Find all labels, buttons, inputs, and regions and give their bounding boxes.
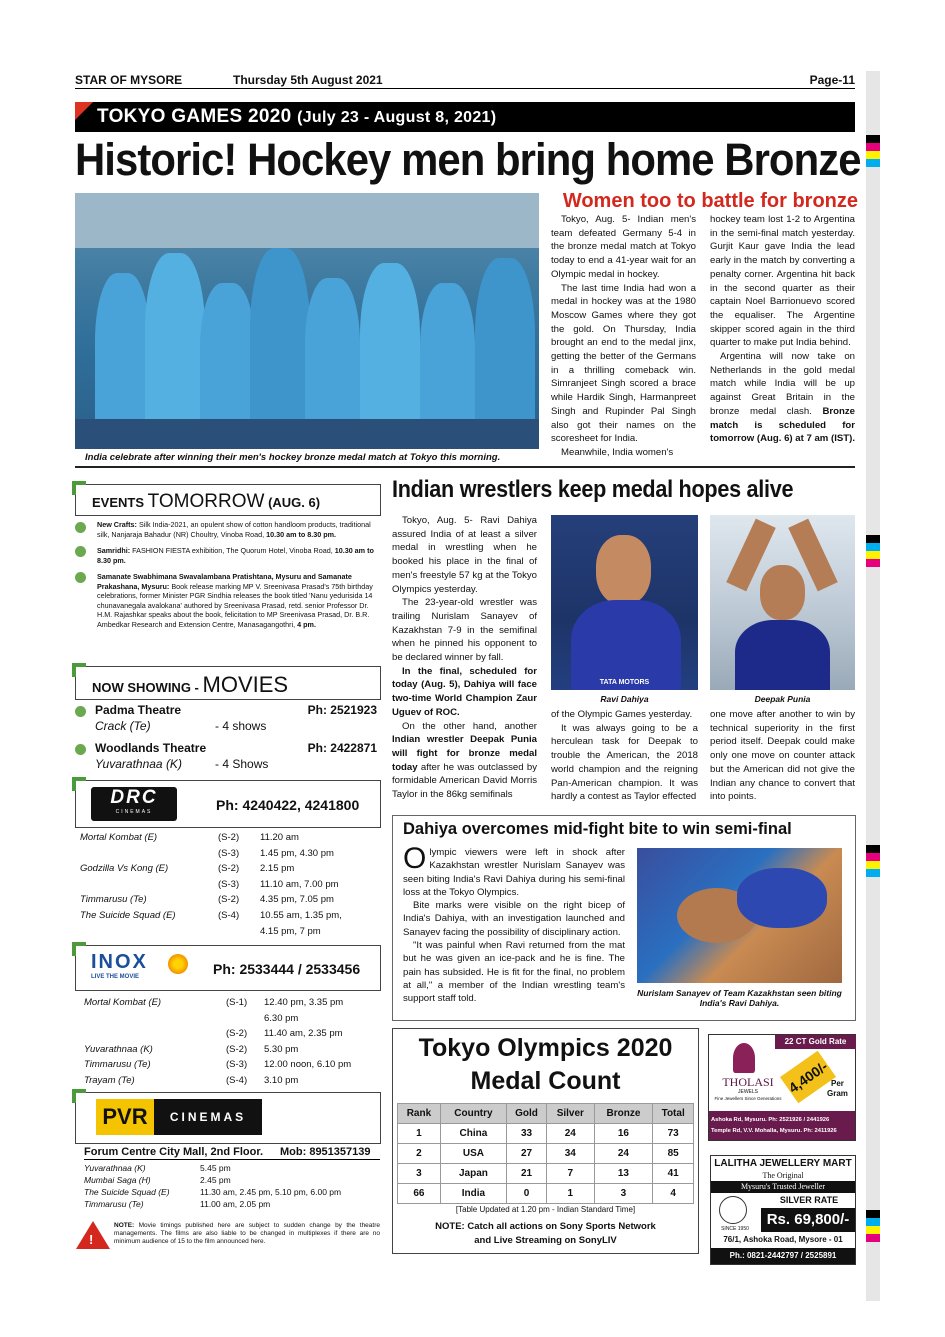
table-cell: 1 — [547, 1184, 595, 1204]
dahiya-body — [403, 842, 625, 1006]
tholasi-tagline: Fine Jewellers Since Generations — [714, 1096, 782, 1101]
event-text: Book release marking MP V. Sreenivasa Prasad's 75th birthday celebrations, former Minister PGR Sindhia releases the book titled 'Nanu yedurisida 14 chunavanegala avalokana' authored by Sreenivasa Prasad, retd. senior Professor Dr. H.M. Rajashkar speaks about the book, felicitation to MP Sreenivasa Prasad, Dr. B.R. Ambedkar Research and Extension Centre, Manasagangothri, — [97, 581, 373, 629]
pvr-address: Forum Centre City Mall, 2nd Floor. — [84, 1146, 264, 1158]
movie-title: Trayam (Te) — [84, 1075, 135, 1086]
drc-schedule — [80, 832, 380, 942]
tholasi-name: THOLASI — [722, 1075, 774, 1089]
show-times: 5.30 pm — [264, 1043, 299, 1055]
medal-table — [397, 1103, 694, 1204]
photo-caption: Ravi Dahiya — [600, 694, 649, 704]
table-cell: 34 — [547, 1144, 595, 1164]
schedule-row — [84, 1059, 384, 1074]
schedule-row — [84, 997, 384, 1012]
theatre-movie: Crack (Te) — [95, 719, 151, 733]
table-cell: China — [440, 1124, 506, 1144]
schedule-row — [80, 848, 380, 863]
main-headline: Historic! Hockey men bring home Bronze — [75, 134, 861, 185]
screen-number: (S-2) — [226, 1043, 248, 1055]
schedule-row — [84, 1174, 384, 1186]
schedule-row — [80, 926, 380, 941]
silver-price: Rs. 69,800/- — [761, 1208, 855, 1232]
show-times: 11.20 am — [260, 832, 299, 843]
drc-phone: Ph: 4240422, 4241800 — [216, 797, 360, 813]
paper-name: STAR OF MYSORE — [75, 73, 183, 87]
show-times: 11.00 am, 2.05 pm — [200, 1199, 271, 1209]
drc-logo — [91, 787, 177, 821]
table-cell: Japan — [440, 1164, 506, 1184]
box-corner-mark — [72, 942, 86, 956]
event-label: Samanate Swabhimana Swavalambana Pratishtana, Mysuru and Samanate Prakashana, Mysuru: — [97, 572, 352, 591]
deepak-punia-photo — [710, 515, 855, 690]
inox-tagline: LIVE THE MOVIE — [91, 974, 140, 980]
movie-title: The Suicide Squad (E) — [80, 910, 176, 921]
biting-photo-caption: Nurislam Sanayev of Team Kazakhstan seen biting India's Ravi Dahiya. — [637, 988, 842, 1008]
show-times: 2.45 pm — [200, 1175, 231, 1185]
jersey-sponsor: TATA MOTORS — [599, 679, 650, 686]
show-times: 5.45 pm — [200, 1163, 231, 1173]
pvr-logo-text: PVR — [96, 1099, 154, 1135]
pvr-schedule — [84, 1162, 384, 1210]
now-showing-title-b: MOVIES — [202, 672, 289, 697]
theatre-phone: Ph: 2422871 — [307, 741, 377, 755]
screen-number: (S-3) — [218, 878, 240, 890]
table-cell: 24 — [594, 1144, 653, 1164]
warning-glyph: ! — [89, 1232, 94, 1247]
event-text: Silk India-2021, an opulent show of cotton handloom products, traditional silk, Nanjaraja Bahadur (NR) Choultry, Vinoba Road, — [97, 520, 371, 539]
paragraph: of the Olympic Games yesterday. — [551, 709, 693, 720]
schedule-row — [84, 1186, 384, 1198]
table-cell: 3 — [398, 1164, 441, 1184]
pvr-logo-sub: CINEMAS — [169, 1110, 247, 1124]
table-cell: 27 — [507, 1144, 547, 1164]
registration-marks — [866, 535, 880, 567]
column-header: Bronze — [594, 1104, 653, 1124]
gram-label: Gram — [827, 1089, 848, 1098]
column-header: Total — [653, 1104, 694, 1124]
ravi-dahiya-photo — [551, 515, 698, 690]
paragraph-text: On the other hand, another — [402, 720, 537, 732]
theatre-phone: Ph: 2521923 — [307, 703, 377, 717]
show-times: 2.15 pm — [260, 863, 295, 875]
event-text: FASHION FIESTA exhibition, The Quorum Hotel, Vinoba Road, — [132, 546, 333, 555]
section-dates: (July 23 - August 8, 2021) — [297, 109, 497, 126]
lalitha-address: 76/1, Ashoka Road, Mysore - 01 — [723, 1235, 843, 1244]
bronze-schedule: Bronze match is scheduled for tomorrow (Aug. 6) at 7 am (IST). — [710, 405, 855, 445]
note-text: Movie timings published here are subject to sudden change by the theatre managements. The films are also liable to be changed in multiplexes if there are no minimum audience of 15 to the film announced here. — [114, 1222, 380, 1246]
section-bar — [75, 102, 855, 132]
movie-title: Godzilla Vs Kong (E) — [80, 863, 169, 875]
registration-marks — [866, 1210, 880, 1242]
theatre-name: Woodlands Theatre — [95, 741, 207, 755]
lalitha-phone: Ph.: 0821-2442797 / 2525891 — [711, 1248, 855, 1264]
bullet-icon — [75, 522, 86, 533]
divider — [75, 466, 855, 468]
schedule-row — [80, 879, 380, 894]
drc-logo-sub: CINEMAS — [115, 809, 153, 815]
box-corner-mark — [72, 481, 86, 495]
screen-number: (S-4) — [226, 1075, 248, 1086]
table-cell: 1 — [398, 1124, 441, 1144]
lalitha-logo-icon — [719, 1196, 747, 1224]
schedule-row — [80, 910, 380, 925]
lalitha-name: LALITHA JEWELLERY MART — [714, 1158, 852, 1169]
table-cell: 7 — [547, 1164, 595, 1184]
event-item — [97, 520, 381, 539]
medal-title-1: Tokyo Olympics 2020 — [418, 1034, 673, 1062]
table-row — [398, 1184, 694, 1204]
screen-number: (S-1) — [226, 997, 248, 1008]
show-times: 1.45 pm, 4.30 pm — [260, 847, 334, 859]
divider — [84, 1159, 380, 1160]
tholasi-address — [709, 1111, 855, 1140]
streaming-note-1: NOTE: Catch all actions on Sony Sports Network — [435, 1221, 656, 1232]
column-header: Gold — [507, 1104, 547, 1124]
paragraph: The 23-year-old wrestler was trailing Nurislam Sanayev of Kazakhstan 7-9 in the semifinal when he pinned his opponent to be declared winner by fall. — [392, 597, 537, 664]
table-cell: 4 — [653, 1184, 694, 1204]
paragraph: It was always going to be a herculean task for Deepak to trouble the American, the 2018 world champion and the reigning Pan-American champion. It was hardly a contest as Taylor effected — [551, 722, 698, 803]
lalitha-ad — [710, 1155, 856, 1265]
theatre-listing — [75, 703, 381, 773]
table-cell: USA — [440, 1144, 506, 1164]
screen-number: (S-4) — [218, 910, 240, 921]
issue-date: Thursday 5th August 2021 — [233, 73, 383, 87]
table-cell: 16 — [594, 1124, 653, 1144]
pvr-logo — [96, 1099, 262, 1135]
event-label: Samridhi: — [97, 546, 131, 555]
pvr-mobile: Mob: 8951357139 — [280, 1146, 371, 1158]
events-title-a: EVENTS — [92, 495, 145, 510]
drc-box — [75, 780, 381, 828]
show-times: 10.55 am, 1.35 pm, — [260, 910, 342, 921]
paragraph: Tokyo, Aug. 5- Ravi Dahiya assured India of at least a silver medal in wrestling when he booked his place in the final of men's freestyle 57 kg at the Tokyo Olympics yesterday. — [392, 515, 537, 595]
bullet-icon — [75, 744, 86, 755]
table-updated: [Table Updated at 1.20 pm - Indian Standard Time] — [455, 1205, 636, 1214]
movie-title: The Suicide Squad (E) — [84, 1187, 170, 1197]
paragraph-text: after he was outclassed by formidable American David Morris Taylor in the 86kg semifinals — [392, 761, 537, 801]
event-label: New Crafts: — [97, 520, 137, 529]
medal-count-box — [392, 1028, 699, 1254]
movie-title: Mortal Kombat (E) — [80, 832, 158, 843]
section-corner-mark — [75, 102, 93, 120]
screen-number: (S-2) — [218, 894, 240, 906]
address-line: Temple Rd, V.V. Mohalla, Mysuru. Ph: 2411926 — [711, 1128, 837, 1134]
box-corner-mark — [72, 777, 86, 791]
event-time: 10.30 am to 8.30 pm. — [266, 529, 337, 539]
show-times: 3.10 pm — [264, 1075, 299, 1086]
event-item — [97, 546, 381, 565]
page-number: Page-11 — [809, 73, 855, 87]
screen-number: (S-3) — [226, 1059, 248, 1071]
page-margin-rail — [866, 71, 880, 1301]
per-label: Per — [831, 1079, 844, 1088]
wrestlers-column-2 — [551, 708, 698, 804]
theatre-shows: - 4 shows — [215, 719, 267, 733]
show-times: 12.00 noon, 6.10 pm — [264, 1059, 352, 1071]
now-showing-box — [75, 666, 381, 700]
paragraph-text: Argentina will now take on Netherlands in the gold medal match while India will be up against Great Britain in the bronze medal clash. — [710, 351, 855, 417]
movie-title: Yuvarathnaa (K) — [84, 1043, 153, 1055]
paragraph: Tokyo, Aug. 5- Indian men's team defeated Germany 5-4 in the bronze medal match at Tokyo today to end a 41-year wait for an Olympic medal in hockey. — [551, 214, 696, 280]
schedule-row — [84, 1013, 384, 1028]
table-cell: 33 — [507, 1124, 547, 1144]
bronze-fight: Indian wrestler Deepak Punia will fight for bronze medal today — [392, 734, 537, 773]
table-row — [398, 1144, 694, 1164]
table-cell: India — [440, 1184, 506, 1204]
event-time: 10.30 am to 8.30 pm. — [97, 546, 374, 565]
silver-rate-label: SILVER RATE — [779, 1195, 839, 1205]
wrestlers-column-1 — [392, 514, 537, 802]
event-item — [97, 572, 381, 630]
show-times: 4.15 pm, 7 pm — [260, 925, 321, 937]
theatre-name: Padma Theatre — [95, 703, 182, 717]
schedule-row — [80, 832, 380, 847]
dahiya-story-box — [392, 815, 856, 1021]
box-corner-mark — [72, 663, 86, 677]
column-header: Rank — [398, 1104, 441, 1124]
medal-title-2: Medal Count — [470, 1067, 621, 1095]
bullet-icon — [75, 706, 86, 717]
schedule-row — [84, 1198, 384, 1210]
drop-cap: O — [403, 842, 427, 875]
schedule-row — [80, 894, 380, 909]
final-schedule: In the final, scheduled for today (Aug. 5), Dahiya will face two-time World Champion Zaur Uguev of ROC. — [392, 665, 537, 718]
event-time: 4 pm. — [297, 619, 316, 629]
hockey-photo-caption: India celebrate after winning their men's hockey bronze medal match at Tokyo this morning. — [85, 452, 501, 463]
section-title: TOKYO GAMES 2020 — [97, 106, 292, 127]
hockey-team-photo — [75, 193, 539, 449]
table-cell: 41 — [653, 1164, 694, 1184]
lalitha-original: The Original — [762, 1171, 804, 1180]
tholasi-sub: JEWELS — [737, 1089, 758, 1095]
paragraph — [403, 842, 625, 899]
table-cell: 2 — [398, 1144, 441, 1164]
screen-number: (S-2) — [218, 832, 240, 843]
theatre-movie: Yuvarathnaa (K) — [95, 757, 182, 771]
movie-title: Mumbai Saga (H) — [84, 1175, 151, 1185]
movie-title: Timmarusu (Te) — [84, 1059, 151, 1071]
inox-logo — [91, 951, 148, 980]
tholasi-ad — [708, 1034, 856, 1141]
paragraph: Meanwhile, India women's — [561, 446, 674, 458]
since-label: SINCE 1950 — [721, 1226, 749, 1232]
events-box — [75, 484, 381, 516]
table-row — [398, 1164, 694, 1184]
hockey-column-1 — [551, 213, 696, 460]
registration-marks — [866, 845, 880, 877]
hockey-subhead: Women too to battle for bronze — [562, 190, 858, 212]
note-label: NOTE: — [114, 1222, 135, 1229]
box-corner-mark — [72, 1089, 86, 1103]
inox-box — [75, 945, 381, 991]
table-cell: 85 — [653, 1144, 694, 1164]
biting-incident-photo — [637, 848, 842, 983]
inox-sun-icon — [168, 954, 188, 974]
wrestlers-column-3 — [710, 708, 855, 804]
inox-schedule — [84, 997, 384, 1092]
column-header: Country — [440, 1104, 506, 1124]
drc-logo-text: DRC — [110, 787, 158, 808]
inox-logo-text: INOX — [91, 951, 148, 973]
show-times: 11.30 am, 2.45 pm, 5.10 pm, 6.00 pm — [200, 1187, 342, 1197]
dahiya-headline: Dahiya overcomes mid-fight bite to win semi-final — [403, 820, 792, 838]
theatre-shows: - 4 Shows — [215, 757, 269, 771]
paragraph: The last time India had won a medal in hockey was at the 1980 Moscow Games where they got the gold. On Thursday, India brought an end to the medal jinx, getting the better of the Germans in a thrilling comeback win. Simranjeet Singh scored a brace while Hardik Singh, Harmanpreet Singh and Rupinder Pal Singh also got their names on the scoresheet for India. — [551, 282, 696, 445]
show-times: 11.40 am, 2.35 pm — [264, 1028, 343, 1040]
table-cell: 24 — [547, 1124, 595, 1144]
table-cell: 3 — [594, 1184, 653, 1204]
paragraph — [392, 665, 537, 720]
events-title — [92, 491, 320, 513]
tholasi-logo-icon — [733, 1043, 755, 1073]
schedule-row — [84, 1044, 384, 1059]
schedule-row — [84, 1075, 384, 1090]
paragraph: hockey team lost 1-2 to Argentina in the semi-final match yesterday. Gurjit Kaur gave India the lead early in the match by converting a penalty corner. Argentina hit back in the second quarter as their captain Noel Barrionuevo scored the equaliser. The Argentine skipper scored again in the third quarter to make put India behind. — [710, 214, 855, 349]
show-times: 4.35 pm, 7.05 pm — [260, 894, 334, 906]
table-cell: 66 — [398, 1184, 441, 1204]
events-title-b: TOMORROW — [147, 491, 265, 512]
now-showing-title — [92, 672, 288, 698]
movie-title: Timmarusu (Te) — [80, 894, 147, 906]
table-row — [398, 1124, 694, 1144]
page-header — [75, 71, 855, 89]
registration-marks — [866, 135, 880, 167]
paragraph: "It was painful when Ravi returned from the mat but he was given an ice-pack and he is fine. The pain has subsided. He is fit for the final, no problem at all," a member of the Indian wrestling team's support staff told. — [403, 940, 625, 1005]
pvr-box — [75, 1092, 381, 1144]
movie-title: Timmarusu (Te) — [84, 1199, 144, 1209]
paragraph: Bite marks were visible on the right bicep of India's Dahiya, with an investigation launched and Sanayev facing the possibility of disciplinary action. — [403, 900, 625, 938]
show-times: 6.30 pm — [264, 1012, 299, 1024]
table-cell: 0 — [507, 1184, 547, 1204]
now-showing-title-a: NOW SHOWING - — [92, 680, 199, 695]
table-cell: 73 — [653, 1124, 694, 1144]
column-header: Silver — [547, 1104, 595, 1124]
lalitha-tagline: Mysuru's Trusted Jeweller — [711, 1181, 855, 1193]
paragraph-text: lympic viewers were left in shock after Kazakhstan wrestler Nurislam Sanayev was seen biting India's Ravi Dahiya during his semi-final loss at the Tokyo Olympics. — [403, 847, 625, 898]
streaming-note-2: and Live Streaming on SonyLIV — [474, 1235, 617, 1246]
screen-number: (S-2) — [218, 863, 240, 875]
schedule-row — [84, 1028, 384, 1043]
wrestlers-headline: Indian wrestlers keep medal hopes alive — [392, 476, 794, 503]
gold-price: 4,400/- — [780, 1051, 836, 1104]
paragraph — [392, 720, 537, 802]
address-line: Ashoka Rd, Mysuru. Ph: 2521926 / 2441926 — [711, 1117, 830, 1123]
movie-note — [114, 1222, 380, 1247]
table-header-row — [398, 1104, 694, 1124]
movie-title: Yuvarathnaa (K) — [84, 1163, 146, 1173]
paragraph — [710, 350, 855, 446]
events-title-c: (AUG. 6) — [268, 495, 321, 510]
gold-rate-label: 22 CT Gold Rate — [775, 1035, 856, 1049]
schedule-row — [84, 1162, 384, 1174]
bullet-icon — [75, 546, 86, 557]
screen-number: (S-3) — [218, 847, 240, 859]
show-times: 12.40 pm, 3.35 pm — [264, 997, 344, 1008]
paragraph: one move after another to win by technical superiority in the first period itself. Deepak could make only one move on counter attack but the American did not give the Indian any chance to convert that into points. — [710, 709, 855, 803]
schedule-row — [80, 863, 380, 878]
inox-phone: Ph: 2533444 / 2533456 — [213, 961, 361, 977]
bullet-icon — [75, 572, 86, 583]
table-cell: 21 — [507, 1164, 547, 1184]
hockey-column-2 — [710, 213, 855, 446]
movie-title: Mortal Kombat (E) — [84, 997, 162, 1008]
table-cell: 13 — [594, 1164, 653, 1184]
photo-caption: Deepak Punia — [754, 694, 811, 704]
screen-number: (S-2) — [226, 1028, 248, 1040]
show-times: 11.10 am, 7.00 pm — [260, 878, 339, 890]
